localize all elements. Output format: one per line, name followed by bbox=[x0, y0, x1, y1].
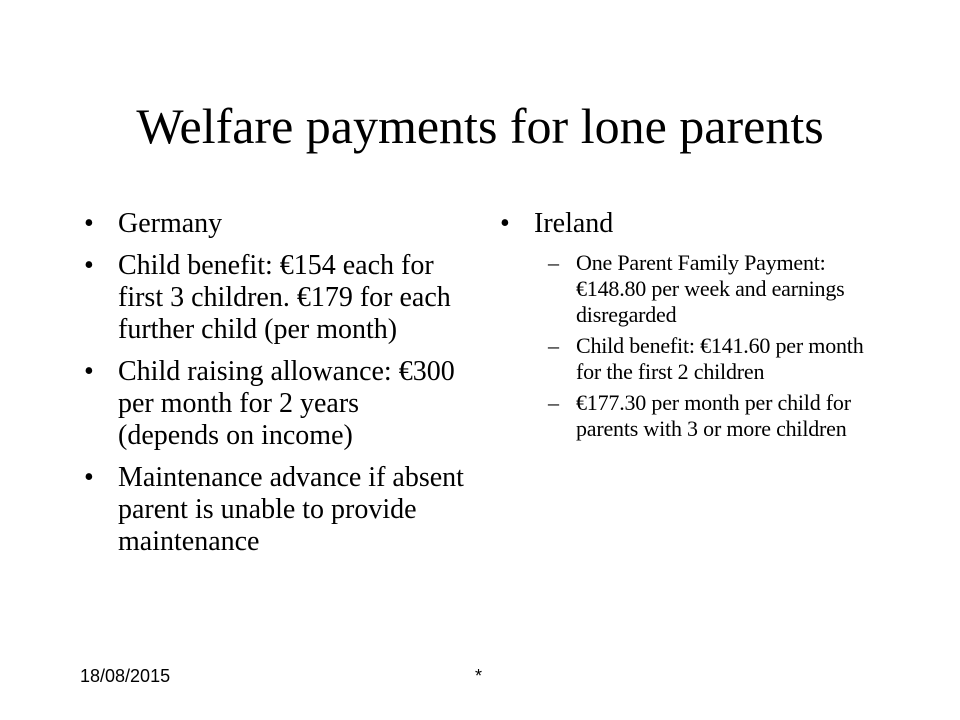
bullet-icon: • bbox=[84, 208, 94, 239]
bullet-icon: • bbox=[500, 208, 510, 239]
sub-list-item bbox=[500, 390, 880, 442]
slide-title: Welfare payments for lone parents bbox=[136, 98, 824, 154]
list-item-text: Ireland bbox=[534, 208, 614, 239]
right-bullet-list bbox=[500, 208, 880, 240]
list-item bbox=[84, 462, 464, 558]
list-item-text: Germany bbox=[118, 208, 223, 239]
list-item-text: Child benefit: €154 each for first 3 children. €179 for each further child (per month) bbox=[118, 250, 451, 345]
right-column bbox=[500, 208, 880, 447]
dash-icon: – bbox=[548, 390, 559, 415]
bullet-icon: • bbox=[84, 356, 94, 387]
list-item-text: Child raising allowance: €300 per month for 2 years (depends on income) bbox=[118, 356, 455, 451]
bullet-icon: • bbox=[84, 250, 94, 281]
right-sub-list bbox=[500, 250, 880, 442]
slide-number: * bbox=[475, 666, 483, 686]
sub-list-item-text: €177.30 per month per child for parents with 3 or more children bbox=[576, 390, 851, 441]
sub-list-item bbox=[500, 333, 880, 385]
left-bullet-list bbox=[84, 208, 464, 558]
list-item bbox=[84, 250, 464, 346]
bullet-icon: • bbox=[84, 462, 94, 493]
list-item-text: Maintenance advance if absent parent is unable to provide maintenance bbox=[118, 462, 464, 557]
left-column bbox=[84, 208, 464, 568]
list-item-heading bbox=[500, 208, 880, 240]
sub-list-item-text: One Parent Family Payment: €148.80 per week and earnings disregarded bbox=[576, 250, 845, 327]
sub-list-item bbox=[500, 250, 880, 328]
footer-date: 18/08/2015 bbox=[80, 666, 171, 686]
dash-icon: – bbox=[548, 250, 559, 275]
dash-icon: – bbox=[548, 333, 559, 358]
list-item bbox=[84, 356, 464, 452]
list-item bbox=[84, 208, 464, 240]
sub-list-item-text: Child benefit: €141.60 per month for the first 2 children bbox=[576, 333, 864, 384]
